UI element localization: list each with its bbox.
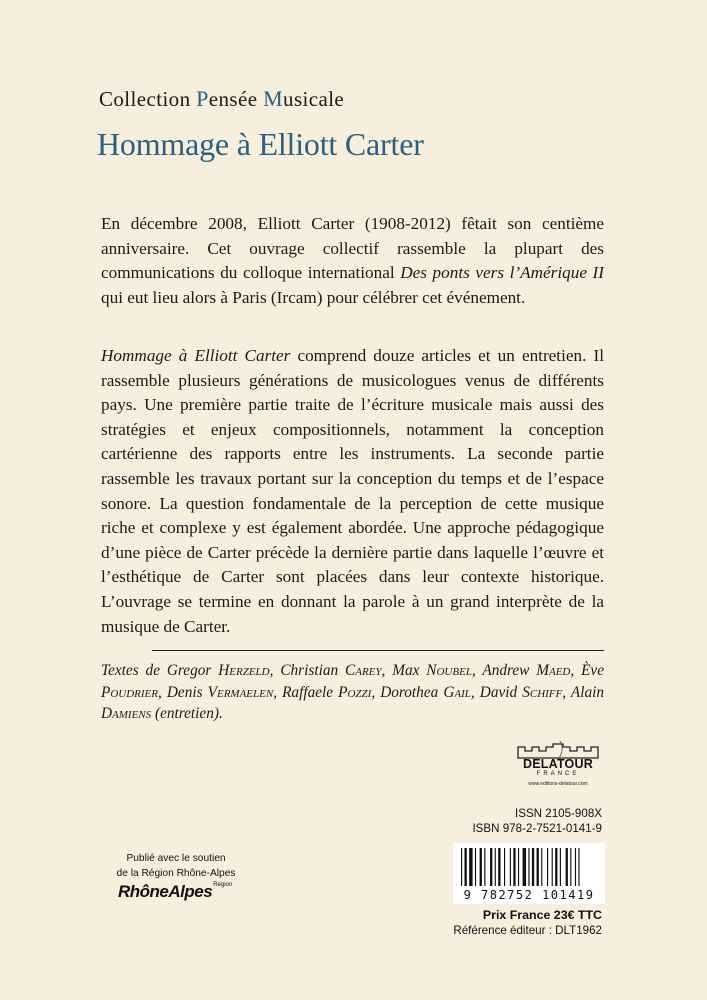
publisher-url: www.editions-delatour.com <box>528 781 588 787</box>
author-run-11: Vermaelen <box>207 683 274 701</box>
support-notice <box>101 851 251 881</box>
divider <box>152 650 604 651</box>
publisher-reference: Référence éditeur : DLT1962 <box>453 924 602 937</box>
book-title: Hommage à Elliott Carter <box>97 126 424 162</box>
region-logo-text: RhôneAlpes <box>118 882 213 901</box>
region-logo-sub: Région <box>213 882 233 888</box>
barcode-bar <box>465 848 467 886</box>
author-run-8: , Ève <box>570 662 605 679</box>
publisher-country: FRANCE <box>536 771 580 777</box>
barcode-bar <box>480 848 482 886</box>
barcode-number: 9 782752 101419 <box>463 888 595 902</box>
summary-paragraph-1 <box>101 212 604 310</box>
barcode-bar <box>575 848 576 886</box>
author-run-16: , David <box>470 683 523 701</box>
barcode-bar <box>560 848 561 886</box>
author-run-6: , Andrew <box>471 662 537 679</box>
author-run-12: , Raffaele <box>273 683 339 701</box>
isbn: ISBN 978-2-7521-0141-9 <box>472 822 602 835</box>
barcode-bar <box>484 848 485 886</box>
barcode-bar <box>537 848 539 886</box>
author-run-19: Damiens <box>101 705 152 723</box>
p1-run-2: qui eut lieu alors à Paris (Ircam) pour célébrer cet événement. <box>101 287 526 307</box>
author-run-17: Schiff <box>522 683 563 701</box>
collection-name-part-1: P <box>196 86 209 111</box>
barcode-bar <box>555 848 557 886</box>
issn: ISSN 2105-908X <box>514 807 602 820</box>
collection-name-part-2: ensée <box>208 87 264 111</box>
author-run-15: Gail <box>443 683 471 701</box>
author-run-5: Noubel <box>426 662 472 679</box>
publisher-logo <box>515 741 601 793</box>
identifiers <box>452 806 602 836</box>
author-run-7: Maed <box>536 662 571 679</box>
barcode-bar <box>518 848 519 886</box>
barcode-bar <box>523 848 526 886</box>
barcode-bar <box>490 848 492 886</box>
barcode-bar <box>475 848 476 886</box>
barcode-bar <box>469 848 472 886</box>
authors-list <box>101 660 604 725</box>
support-line-1: Publié avec le soutien <box>126 853 226 864</box>
barcode-bar <box>566 848 568 886</box>
price: Prix France 23€ TTC <box>482 908 602 922</box>
barcode-bar <box>461 848 462 886</box>
support-line-2: de la Région Rhône-Alpes <box>116 868 236 879</box>
author-run-4: , Max <box>381 662 427 679</box>
barcode-bar <box>547 848 548 886</box>
author-run-14: , Dorothea <box>371 683 444 701</box>
barcode-bar <box>541 848 542 886</box>
publisher-name: DELATOUR <box>523 757 593 771</box>
barcode-bar <box>513 848 515 886</box>
barcode-bar <box>570 848 571 886</box>
p1-run-0: En décembre 2008, Elliott Carter (1908-2012) fêtait son centième anniversaire. Cet ouvrage collectif rassemble la plupart des communications du colloque international <box>101 214 604 283</box>
p2-run-1: comprend douze articles et un entretien. Il rassemble plusieurs générations de musicologues venus de différents pays. Une première partie traite de l’écriture musicale mais aussi des stratégies et enjeux compositionnels, notamment la conception cartérienne des rapports entre les instruments. La seconde partie rassemble les travaux portant sur la conception du temps et de l’espace sonore. La question fondamentale de la perception de cette musique riche et complexe y est également abordée. Une approche pédagogique d’une pièce de Carter précède la dernière partie dans laquelle l’œuvre et l’esthétique de Carter sont placées dans leur contexte historique. L’ouvrage se termine en donnant la parole à un grand interprète de la musique de Carter. <box>101 346 604 636</box>
author-run-0: Textes de Gregor <box>101 662 219 679</box>
author-run-20: (entretien). <box>151 705 223 723</box>
barcode-bar <box>578 848 579 886</box>
p2-run-0: Hommage à Elliott Carter <box>101 346 291 365</box>
barcode <box>453 843 605 904</box>
barcode-bar <box>498 848 500 886</box>
summary-paragraph-2 <box>101 344 604 639</box>
author-run-10: , Denis <box>158 683 208 701</box>
barcode-bars <box>459 848 599 888</box>
p1-run-1: Des ponts vers l’Amérique II <box>400 263 604 283</box>
barcode-bar <box>504 848 505 886</box>
author-run-18: , Alain <box>562 683 604 701</box>
barcode-bar <box>495 848 496 886</box>
region-logo <box>118 882 248 902</box>
barcode-bar <box>532 848 534 886</box>
collection-name-part-0: Collection <box>99 87 197 111</box>
collection-name-part-3: M <box>263 86 284 111</box>
author-run-1: Herzeld <box>218 662 270 679</box>
author-run-3: Carey <box>345 662 382 679</box>
barcode-bar <box>510 848 511 886</box>
author-run-2: , Christian <box>269 662 346 679</box>
barcode-bar <box>552 848 553 886</box>
barcode-bar <box>528 848 529 886</box>
author-run-9: Poudrier <box>101 683 158 701</box>
collection-name-part-4: usicale <box>283 87 345 111</box>
author-run-13: Pozzi <box>338 683 372 701</box>
collection-name <box>99 86 344 112</box>
